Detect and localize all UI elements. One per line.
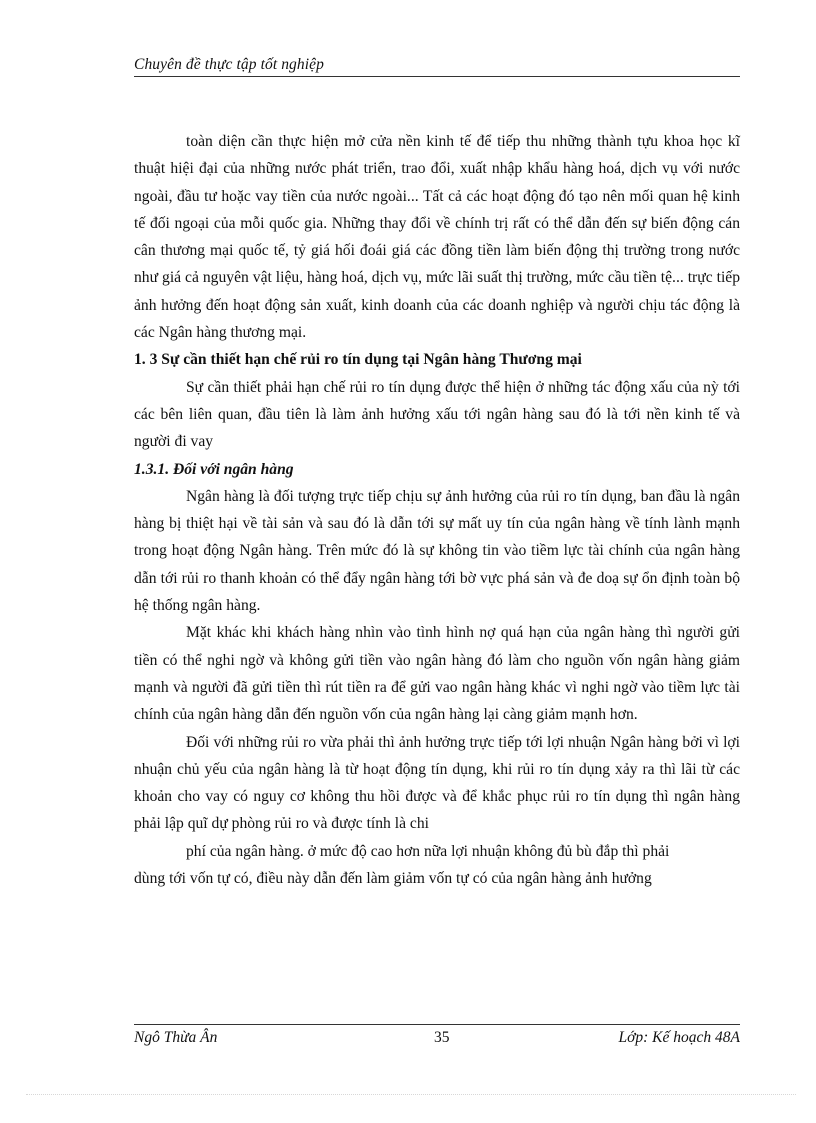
paragraph-profit-impact: Đối với những rủi ro vừa phải thì ảnh hưởng trực tiếp tới lợi nhuận Ngân hàng bởi vì lợi nhuận chủ yếu của ngân hàng là từ hoạt động tín dụng, khi rủi ro tín dụng xảy ra thì lãi từ các khoản cho vay có nguy cơ không thu hồi được và để khắc phục rủi ro tín dụng thì ngân hàng phải lập quĩ dự phòng rủi ro và được tính là chi	[134, 733, 740, 833]
footer-class: Lớp: Kế hoạch 48A	[618, 1029, 740, 1046]
footer-author: Ngô Thừa Ân	[134, 1029, 218, 1046]
document-body	[134, 128, 740, 892]
paragraph-continuation: toàn diện cần thực hiện mở cửa nền kinh tế để tiếp thu những thành tựu khoa học kĩ thuật hiệi đại của những nước phát triển, trao đổi, xuất nhập khẩu hàng hoá, dịch vụ với nước ngoài, đầu tư hoặc vay tiền của nước ngoài... Tất cả các hoạt động đó tạo nên mối quan hệ kinh tế đối ngoại của mỗi quốc gia. Những thay đổi về chính trị rất có thể dẫn đến sự biến động cán cân thương mại quốc tế, tỷ giá hối đoái giá các đồng tiền làm biến động thị trường trong nước như giá cả nguyên vật liệu, hàng hoá, dịch vụ, mức lãi suất thị trường, mức cầu tiền tệ... trực tiếp ảnh hưởng đến hoạt động sản xuất, kinh doanh của các doanh nghiệp và người chịu tác động là các Ngân hàng thương mại.	[134, 133, 740, 342]
page-footer	[134, 1024, 740, 1047]
paragraph-capital-line: dùng tới vốn tự có, điều này dẫn đến làm giảm vốn tự có của ngân hàng ảnh hưởng	[134, 870, 652, 888]
page-header	[134, 56, 740, 77]
section-heading-1-3: 1. 3 Sự cần thiết hạn chế rủi ro tín dụng tại Ngân hàng Thương mại	[134, 351, 582, 369]
paragraph-customer-trust: Mặt khác khi khách hàng nhìn vào tình hình nợ quá hạn của ngân hàng thì người gửi tiền có thể nghi ngờ và không gửi tiền vào ngân hàng đó làm cho nguồn vốn ngân hàng giảm mạnh và người đã gửi tiền thì rút tiền ra để gửi vao ngân hàng khác vì nghi ngờ vào tiềm lực tài chính của ngân hàng dẫn đến nguồn vốn của ngân hàng lại càng giảm mạnh hơn.	[134, 624, 740, 724]
page-bottom-divider	[26, 1094, 796, 1095]
subsection-heading-1-3-1: 1.3.1. Đối với ngân hàng	[134, 460, 294, 478]
paragraph-cost-line: phí của ngân hàng. ở mức độ cao hơn nữa lợi nhuận không đủ bù đắp thì phải	[186, 842, 670, 860]
paragraph-bank-impact: Ngân hàng là đối tượng trực tiếp chịu sự ảnh hưởng của rủi ro tín dụng, ban đầu là ngân hàng bị thiệt hại về tài sản và sau đó là dẫn tới sự mất uy tín của ngân hàng về tính lành mạnh trong hoạt động Ngân hàng. Trên mức đó là sự không tin vào tiềm lực tài chính của ngân hàng dẫn tới rủi ro thanh khoản có thể đẩy ngân hàng tới bờ vực phá sản và đe doạ sự ổn định toàn bộ hệ thống ngân hàng.	[134, 487, 740, 615]
page-number: 35	[434, 1029, 450, 1046]
paragraph-necessity: Sự cần thiết phải hạn chế rủi ro tín dụng được thể hiện ở những tác động xấu của nỳ tới các bên liên quan, đầu tiên là làm ảnh hưởng xấu tới ngân hàng sau đó là tới nền kinh tế và người đi vay	[134, 378, 740, 451]
header-title: Chuyên đề thực tập tốt nghiệp	[134, 56, 324, 73]
